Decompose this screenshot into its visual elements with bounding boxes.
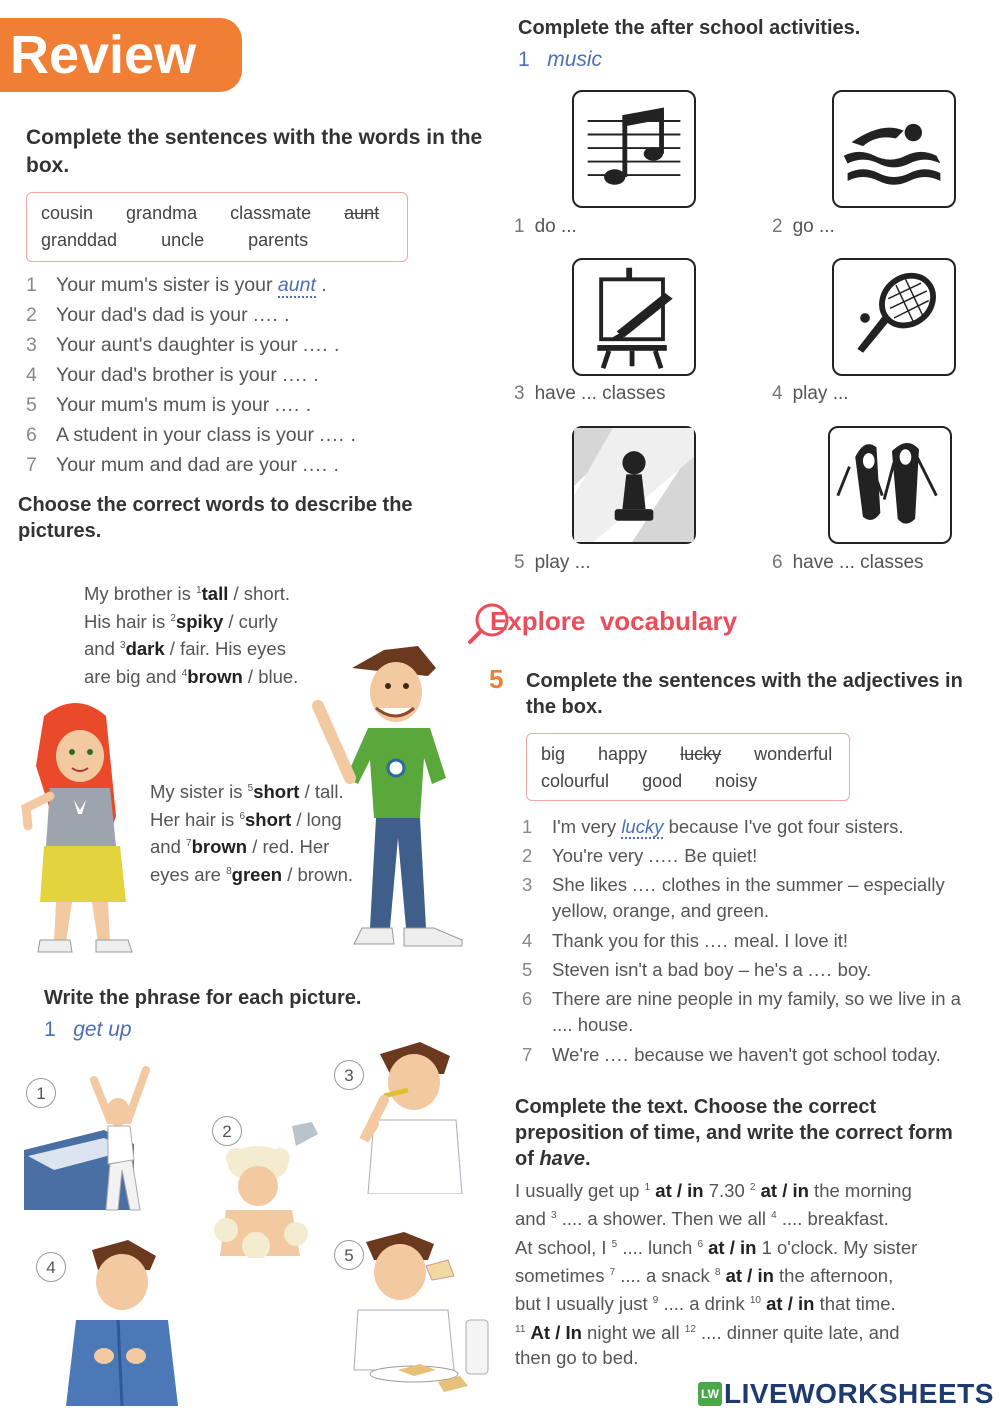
picture-number: 3: [334, 1060, 364, 1090]
word: granddad: [41, 230, 118, 250]
word-box-family: [26, 192, 408, 262]
exercise-item: 6 A student in your class is your .... .: [26, 424, 356, 446]
choice-option[interactable]: at / in: [766, 1293, 815, 1315]
answer-field[interactable]: ....: [632, 874, 657, 895]
choice-option[interactable]: short: [245, 808, 292, 830]
word: wonderful: [754, 744, 833, 764]
text-line: $^{11}$ At / In night we all $^{12}$ .... dinner quite late, and: [515, 1321, 900, 1343]
text-line: At school, I $^5$ .... lunch $^6$ at / in 1 o'clock. My sister: [515, 1236, 918, 1258]
exercise-item: 4 Thank you for this .... meal. I love it!: [522, 930, 849, 951]
word: parents: [248, 230, 309, 250]
exercise-item: 3 She likes .... clothes in the summer – especially yellow, orange, and green.: [522, 874, 945, 921]
choice-option[interactable]: at / in: [655, 1180, 704, 1202]
choice-option[interactable]: dark: [125, 638, 165, 660]
swimming-picture: [832, 90, 956, 208]
picture-number: 4: [36, 1252, 66, 1282]
music-note-icon: [574, 92, 694, 206]
answer-field[interactable]: ....: [302, 334, 329, 356]
tennis-racket-icon: [834, 260, 954, 374]
text-line: sometimes $^7$ .... a snack $^8$ at / in the afternoon,: [515, 1265, 894, 1287]
text-line: and $^3$ .... a shower. Then we all $^4$ .... breakfast.: [515, 1208, 889, 1230]
brother-description: My brother is $^1$tall / short. His hair is $^2$spiky / curly and $^3$dark / fair. His eyes are big and $^4$brown / blue.: [84, 583, 299, 688]
exercise-item: 5 Your mum's mum is your .... .: [26, 394, 312, 416]
gap-fill-text: [515, 1175, 995, 1370]
word: grandma: [126, 203, 198, 223]
answer-field[interactable]: ....: [704, 930, 729, 951]
answer-field[interactable]: ....: [604, 1044, 630, 1065]
activity-caption: 6 have ... classes: [772, 552, 924, 573]
word: noisy: [715, 771, 758, 791]
choice-option[interactable]: brown: [191, 836, 248, 858]
answer-field[interactable]: .....: [648, 845, 680, 866]
picture-number: 2: [212, 1116, 242, 1146]
exercise-item: 4 Your dad's brother is your .... .: [26, 364, 319, 386]
logo-text: LIVEWORKSHEETS: [724, 1378, 994, 1409]
chess-pawn-icon: [574, 428, 694, 542]
word-row-1: [41, 203, 379, 224]
exercise-item: 6 There are nine people in my family, so we live in a .... house.: [522, 988, 961, 1035]
phrase-example-answer: get up: [73, 1018, 132, 1041]
easel-icon: [574, 260, 694, 374]
section-heading-describe: Choose the correct words to describe the pictures.: [18, 494, 413, 542]
art-picture: [572, 258, 696, 376]
choice-option[interactable]: brown: [187, 666, 243, 688]
exercise-number: 5: [489, 664, 504, 694]
choice-option[interactable]: at / in: [760, 1180, 809, 1202]
section-heading-activities: Complete the after school activities.: [518, 17, 861, 39]
tennis-picture: [832, 258, 956, 376]
choice-option[interactable]: tall: [201, 583, 229, 605]
shower-illustration: [196, 1120, 326, 1258]
choice-option[interactable]: short: [253, 781, 300, 803]
swimmer-icon: [834, 92, 954, 206]
chess-picture: [572, 426, 696, 544]
choice-option[interactable]: At / In: [530, 1321, 582, 1343]
word: classmate: [230, 203, 312, 223]
music-picture: [572, 90, 696, 208]
word: big: [541, 744, 566, 764]
section-heading-adjectives: Complete the sentences with the adjectives in the box.: [526, 670, 963, 718]
text-line: then go to bed.: [515, 1347, 639, 1369]
word-row-2: [41, 230, 308, 251]
family-exercise-list: [26, 270, 486, 480]
word-row-1: [541, 744, 832, 765]
section-heading-phrases: Write the phrase for each picture.: [44, 987, 362, 1009]
answer-field[interactable]: .... house.: [552, 1014, 634, 1035]
word: uncle: [161, 230, 205, 250]
explore-vocabulary-title: Explore vocabulary: [490, 606, 738, 636]
phrase-example: 1 get up: [44, 1018, 132, 1041]
word-row-2: [541, 771, 757, 792]
word: cousin: [41, 203, 94, 223]
exercise-item: 2 Your dad's dad is your .... .: [26, 304, 290, 326]
logo-badge-icon: LW: [698, 1382, 722, 1406]
word: happy: [598, 744, 648, 764]
word: good: [642, 771, 683, 791]
section-heading-family: Complete the sentences with the words in the box.: [26, 126, 483, 177]
word: colourful: [541, 771, 610, 791]
activities-example: 1 music: [518, 48, 603, 71]
picture-number: 1: [26, 1078, 56, 1108]
word-used: aunt: [344, 203, 380, 223]
exercise-item: 5 Steven isn't a bad boy – he's a .... boy.: [522, 959, 872, 980]
answer-field[interactable]: ....: [274, 394, 301, 416]
liveworksheets-logo: [698, 1380, 994, 1408]
word-used: lucky: [680, 744, 722, 764]
exercise-item: 7 Your mum and dad are your .... .: [26, 454, 339, 476]
activity-caption: 4 play ...: [772, 383, 849, 404]
exercise-item: 1 Your mum's sister is your aunt .: [26, 274, 327, 296]
breakfast-illustration: [344, 1230, 510, 1396]
brother-illustration: [312, 628, 478, 960]
text-line: I usually get up $^1$ at / in 7.30 $^2$ at / in the morning: [515, 1180, 912, 1202]
activity-caption: 3 have ... classes: [514, 383, 666, 404]
activity-caption: 2 go ...: [772, 216, 835, 237]
ballet-shoes-icon: [830, 428, 950, 542]
review-title: Review: [0, 18, 242, 92]
answer-field[interactable]: ....: [302, 454, 329, 476]
adjectives-exercise-list: [522, 812, 992, 1069]
activities-example-answer: music: [547, 48, 603, 71]
sister-description: My sister is $^5$short / tall. Her hair is $^6$short / long and $^7$brown / red. Her eyes are $^8$green / brown.: [150, 781, 354, 886]
word-box-adjectives: [526, 733, 850, 801]
answer-field[interactable]: ....: [319, 424, 346, 446]
activity-caption: 1 do ...: [514, 216, 577, 237]
section-heading-text: Complete the text. Choose the correct preposition of time, and write the correct form of have.: [515, 1096, 953, 1170]
answer-field[interactable]: aunt: [277, 274, 316, 296]
answer-field[interactable]: lucky: [621, 816, 664, 837]
brush-teeth-illustration: [350, 1040, 474, 1194]
picture-number: 5: [334, 1240, 364, 1270]
answer-field[interactable]: ....: [282, 364, 308, 386]
exercise-item: 2 You're very ..... Be quiet!: [522, 845, 758, 866]
text-line: but I usually just $^9$ .... a drink $^{10}$ at / in that time.: [515, 1293, 896, 1315]
choice-option[interactable]: green: [231, 864, 283, 886]
ballet-picture: [828, 426, 952, 544]
exercise-item: 7 We're .... because we haven't got school today.: [522, 1044, 941, 1065]
exercise-item: 1 I'm very lucky because I've got four sisters.: [522, 816, 904, 837]
get-dressed-illustration: [58, 1240, 186, 1406]
choice-option[interactable]: at / in: [708, 1236, 757, 1258]
choice-option[interactable]: at / in: [725, 1265, 774, 1287]
choice-option[interactable]: spiky: [175, 610, 224, 632]
answer-field[interactable]: ....: [253, 304, 279, 326]
answer-field[interactable]: ....: [807, 959, 833, 980]
sister-illustration: [16, 696, 148, 960]
get-up-illustration: [24, 1060, 174, 1220]
activity-caption: 5 play ...: [514, 552, 591, 573]
exercise-item: 3 Your aunt's daughter is your .... .: [26, 334, 340, 356]
